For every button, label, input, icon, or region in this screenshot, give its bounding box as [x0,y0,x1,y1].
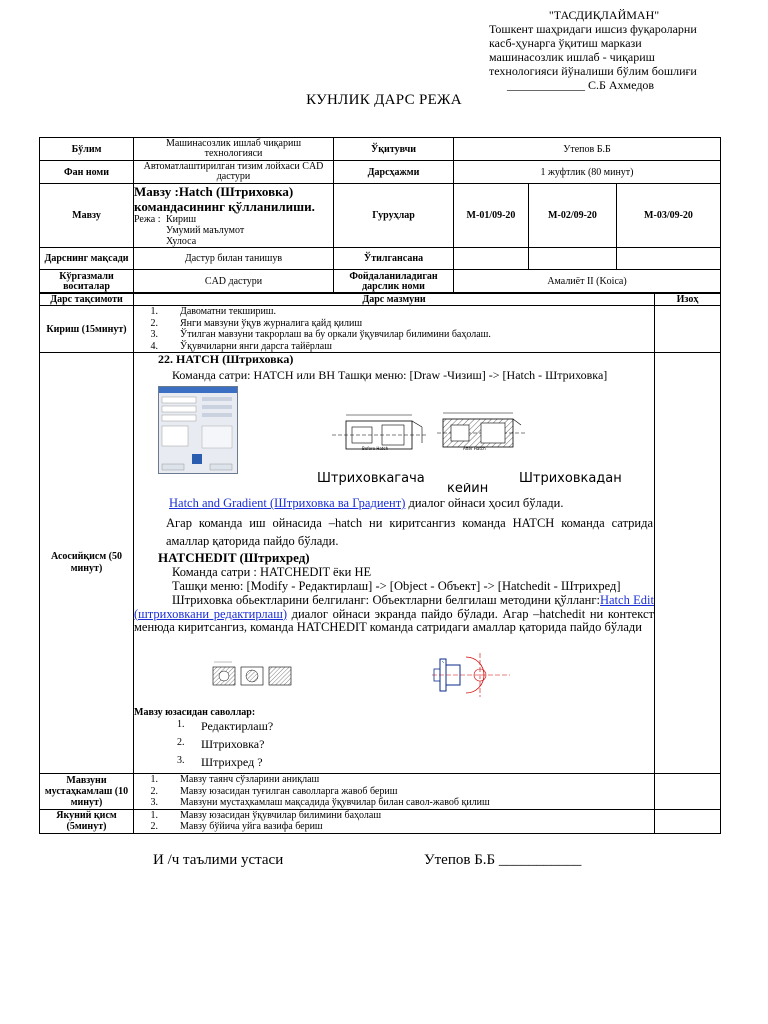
list-item: 3. Ўтилган мавзуни такрорлаш ва бу оркали ўқувчилар билимини баҳолаш. [150,329,491,340]
approval-heading: "ТАСДИҚЛАЙМАН" [548,8,660,22]
held-date-3 [617,248,721,270]
page-title: КУНЛИК ДАРС РЕЖА [306,92,462,108]
intro-content [134,306,655,353]
approval-signature: _____________ С.Б Ахмедов [507,78,655,92]
consolidate-list [134,774,654,809]
group-1: М-01/09-20 [454,184,529,248]
list-item: 2. Янги мавзуни ўқув журналига қайд қилиш [150,317,363,329]
list-item: 2. Мавзу бўйича уйга вазифа бериш [150,821,323,832]
topic-title: Мавзу :Hatch (Штриховка) командасининг қўлланилиши. [134,184,315,214]
tools-value: CAD дастури [134,270,334,294]
group-2: М-02/09-20 [529,184,617,248]
question-item: 2. Штриховка? [177,737,265,751]
textbook-value: Амалиёт II (Koica) [454,270,721,294]
subject-label: Фан номи [40,161,134,184]
hatch-command: Команда сатри: HATCH или BH Ташқи меню: [Draw -Чизиш] -> [Hatch - Штриховка] [172,368,608,382]
after-hatch-drawing [437,411,527,451]
hatch-paragraph: Агар команда иш ойнасида –hatch ни киритсангиз команда HATCH команда сатрида амаллар қаторида пайдо бўлади. [166,516,653,548]
consolidate-content [134,774,655,810]
footer-left: И /ч таълими устаси [153,852,284,868]
main-part-note [655,353,721,774]
before-hatch-label: Before Hatch [362,446,389,451]
final-content [134,809,655,833]
caption-after: Штриховкадан [519,471,622,486]
main-part-content [134,353,655,774]
tools-label: Кўргазмали воситалар [40,270,134,294]
list-item: 1. Мавзу юзасидан ўқувчилар билимини баҳолаш [150,809,382,821]
approval-line: касб-ҳунарга ўқитиш маркази [489,36,642,50]
approval-block [489,8,739,92]
intro-list [134,306,654,352]
teacher-value: Утепов Б.Б [454,138,721,161]
teacher-label: Ўқитувчи [334,138,454,161]
department-value: Машинасозлик ишлаб чиқариш технологияси [134,138,334,161]
plan-item: Умумий маълумот [166,225,245,236]
final-label: Якуний қисм (5минут) [40,809,134,833]
col-stage-header: Дарс тақсимоти [40,293,134,306]
question-item: 1. Редактирлаш? [177,719,274,733]
approval-line: технологияси йўналиши бўлим бошлиғи [489,64,697,78]
hours-label: Дарсҳажми [334,161,454,184]
goal-label: Дарснинг мақсади [40,248,134,270]
intro-label: Кириш (15минут) [40,306,134,353]
hatchedit-command: Команда сатри : HATCHEDIT ёки HE [172,565,372,579]
main-part-label: Асосийқисм (50 минут) [40,353,134,774]
hatch-edit-link[interactable]: Hatch Edit (штриховкани редактирлаш) [134,593,654,621]
plan-prefix: Режа : [134,214,161,225]
held-date-2 [529,248,617,270]
consolidate-label: Мавзуни мустаҳкамлаш (10 минут) [40,774,134,810]
hatchedit-paragraph: Штриховка обьектларини белгиланг: Объектларни белгилаш методини қўлланг:Hatch Edit (штриховкани редактирлаш) диалог ойнаси экранда пайдо бўлади. Агар –hatchedit ни контекст менюда киритсангиз, команда HATCHEDIT команда сатридаги амаллар қаторида пайдо бўлади [134,593,654,634]
plan-item: Хулоса [166,236,197,247]
dialog-sentence-rest: диалог ойнаси ҳосил бўлади. [405,496,564,510]
hatchedit-heading: HATCHEDIT (Штрихред) [158,550,310,565]
hatch-dialog-image [158,386,238,474]
department-label: Бўлим [40,138,134,161]
final-list [134,810,654,833]
group-3: М-03/09-20 [617,184,721,248]
groups-label: Гуруҳлар [334,184,454,248]
topic-cell [134,184,334,248]
held-date-1 [454,248,529,270]
col-note-header: Изоҳ [655,293,721,306]
plan-item: Кириш [166,214,197,225]
approval-line: Тошкент шаҳридаги ишсиз фуқароларни [489,22,697,36]
topic-label: Мавзу [40,184,134,248]
footer-right: Утепов Б.Б ___________ [424,852,582,868]
lesson-content-table [39,292,721,834]
questions-heading: Мавзу юзасидан саволлар: [134,707,256,718]
held-date-label: Ўтилгансана [334,248,454,270]
list-item: 3. Мавзуни мустаҳкамлаш мақсадида ўқувчилар билан савол-жавоб қилиш [150,797,490,808]
list-item: 4. Ўқувчиларни янги дарсга тайёрлаш [150,340,332,352]
intro-note [655,306,721,353]
list-item: 1. Мавзу таянч сўзларини аниқлаш [150,774,320,785]
hatch-heading: 22. HATCH (Штриховка) [158,352,294,366]
before-hatch-drawing [332,413,428,451]
plan-list [134,214,333,225]
consolidate-note [655,774,721,810]
flange-drawing [432,653,510,697]
question-item: 3. Штрихред ? [177,755,263,769]
list-item: 1. Давоматни текшириш. [150,306,277,317]
final-note [655,809,721,833]
hours-value: 1 жуфтлик (80 минут) [454,161,721,184]
dialog-sentence [169,495,563,512]
hatchedit-menu: Ташқи меню: [Modify - Редактирлаш] -> [Object - Объект] -> [Hatchedit - Штрихред] [172,579,621,593]
caption-after-cont: кейин [447,483,489,493]
textbook-label: Фойдаланиладиган дарслик номи [334,270,454,294]
goal-value: Дастур билан танишув [134,248,334,270]
approval-line: машинасозлик ишлаб - чиқариш [489,50,655,64]
hatch-patterns-image [212,659,294,689]
hatch-gradient-link[interactable]: Hatch and Gradient (Штриховка ва Градиент) [169,496,406,510]
subject-value: Автоматлаштирилган тизим лойхаси CAD дастури [134,161,334,184]
after-hatch-label: After Hatch [463,446,486,451]
caption-before: Штриховкагача [317,471,425,486]
lesson-info-table [39,137,721,294]
col-content-header: Дарс мазмуни [134,293,655,306]
list-item: 2. Мавзу юзасидан туғилган саволларга жавоб бериш [150,785,398,797]
